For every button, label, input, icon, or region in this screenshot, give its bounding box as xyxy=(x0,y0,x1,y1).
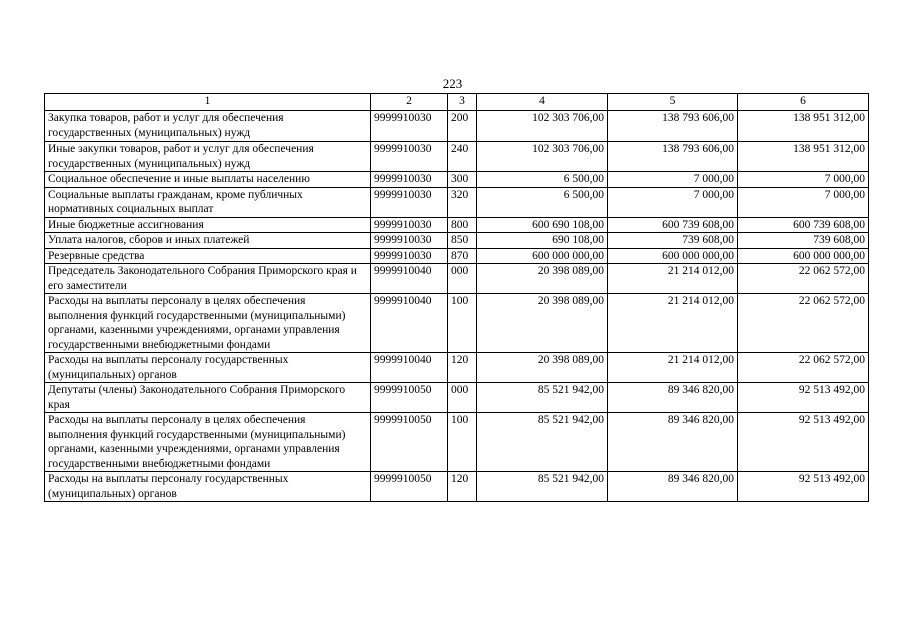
expense-type-cell: 120 xyxy=(448,472,477,502)
table-row xyxy=(45,248,869,264)
expense-name-cell: Председатель Законодательного Собрания Приморского края и его заместители xyxy=(45,264,371,294)
amount-col6-cell: 92 513 492,00 xyxy=(738,472,869,502)
amount-col6-cell: 92 513 492,00 xyxy=(738,383,869,413)
table-row xyxy=(45,111,869,142)
expense-type-cell: 120 xyxy=(448,353,477,383)
target-article-cell: 9999910030 xyxy=(371,111,448,142)
amount-col4-cell: 20 398 089,00 xyxy=(477,294,608,353)
amount-col4-cell: 6 500,00 xyxy=(477,172,608,188)
expense-type-cell: 320 xyxy=(448,187,477,217)
table-row xyxy=(45,142,869,172)
amount-col5-cell: 138 793 606,00 xyxy=(608,111,738,142)
amount-col5-cell: 7 000,00 xyxy=(608,187,738,217)
target-article-cell: 9999910030 xyxy=(371,187,448,217)
target-article-cell: 9999910030 xyxy=(371,217,448,233)
target-article-cell: 9999910050 xyxy=(371,413,448,472)
expense-name-cell: Иные бюджетные ассигнования xyxy=(45,217,371,233)
target-article-cell: 9999910030 xyxy=(371,248,448,264)
column-header: 4 xyxy=(477,94,608,111)
table-row xyxy=(45,187,869,217)
target-article-cell: 9999910040 xyxy=(371,294,448,353)
amount-col5-cell: 21 214 012,00 xyxy=(608,264,738,294)
table-row xyxy=(45,264,869,294)
target-article-cell: 9999910040 xyxy=(371,264,448,294)
expense-type-cell: 870 xyxy=(448,248,477,264)
amount-col6-cell: 138 951 312,00 xyxy=(738,111,869,142)
target-article-cell: 9999910030 xyxy=(371,233,448,249)
expense-type-cell: 300 xyxy=(448,172,477,188)
table-row xyxy=(45,217,869,233)
expense-name-cell: Социальное обеспечение и иные выплаты населению xyxy=(45,172,371,188)
expense-name-cell: Социальные выплаты гражданам, кроме публичных нормативных социальных выплат xyxy=(45,187,371,217)
amount-col4-cell: 85 521 942,00 xyxy=(477,383,608,413)
expense-name-cell: Уплата налогов, сборов и иных платежей xyxy=(45,233,371,249)
amount-col6-cell: 138 951 312,00 xyxy=(738,142,869,172)
amount-col5-cell: 89 346 820,00 xyxy=(608,472,738,502)
amount-col4-cell: 102 303 706,00 xyxy=(477,142,608,172)
expense-type-cell: 850 xyxy=(448,233,477,249)
amount-col4-cell: 102 303 706,00 xyxy=(477,111,608,142)
amount-col5-cell: 21 214 012,00 xyxy=(608,294,738,353)
expense-name-cell: Резервные средства xyxy=(45,248,371,264)
amount-col5-cell: 89 346 820,00 xyxy=(608,383,738,413)
amount-col6-cell: 7 000,00 xyxy=(738,187,869,217)
target-article-cell: 9999910040 xyxy=(371,353,448,383)
amount-col5-cell: 7 000,00 xyxy=(608,172,738,188)
expense-name-cell: Расходы на выплаты персоналу государственных (муниципальных) органов xyxy=(45,472,371,502)
amount-col4-cell: 85 521 942,00 xyxy=(477,472,608,502)
expense-name-cell: Расходы на выплаты персоналу государственных (муниципальных) органов xyxy=(45,353,371,383)
expense-name-cell: Иные закупки товаров, работ и услуг для обеспечения государственных (муниципальных) нужд xyxy=(45,142,371,172)
column-header: 3 xyxy=(448,94,477,111)
budget-table xyxy=(44,93,869,502)
column-header: 5 xyxy=(608,94,738,111)
expense-type-cell: 100 xyxy=(448,294,477,353)
expense-type-cell: 240 xyxy=(448,142,477,172)
amount-col5-cell: 89 346 820,00 xyxy=(608,413,738,472)
target-article-cell: 9999910030 xyxy=(371,142,448,172)
amount-col6-cell: 22 062 572,00 xyxy=(738,294,869,353)
amount-col6-cell: 22 062 572,00 xyxy=(738,264,869,294)
expense-type-cell: 100 xyxy=(448,413,477,472)
expense-type-cell: 200 xyxy=(448,111,477,142)
amount-col5-cell: 739 608,00 xyxy=(608,233,738,249)
amount-col4-cell: 690 108,00 xyxy=(477,233,608,249)
amount-col5-cell: 21 214 012,00 xyxy=(608,353,738,383)
amount-col6-cell: 739 608,00 xyxy=(738,233,869,249)
amount-col5-cell: 600 739 608,00 xyxy=(608,217,738,233)
amount-col4-cell: 600 000 000,00 xyxy=(477,248,608,264)
table-row xyxy=(45,233,869,249)
expense-type-cell: 000 xyxy=(448,383,477,413)
table-row xyxy=(45,294,869,353)
amount-col4-cell: 6 500,00 xyxy=(477,187,608,217)
target-article-cell: 9999910050 xyxy=(371,472,448,502)
amount-col5-cell: 600 000 000,00 xyxy=(608,248,738,264)
amount-col4-cell: 20 398 089,00 xyxy=(477,353,608,383)
table-header-row xyxy=(45,94,869,111)
amount-col5-cell: 138 793 606,00 xyxy=(608,142,738,172)
expense-name-cell: Депутаты (члены) Законодательного Собрания Приморского края xyxy=(45,383,371,413)
table-row xyxy=(45,383,869,413)
amount-col4-cell: 20 398 089,00 xyxy=(477,264,608,294)
expense-type-cell: 000 xyxy=(448,264,477,294)
target-article-cell: 9999910030 xyxy=(371,172,448,188)
amount-col6-cell: 22 062 572,00 xyxy=(738,353,869,383)
table-row xyxy=(45,413,869,472)
amount-col4-cell: 600 690 108,00 xyxy=(477,217,608,233)
amount-col4-cell: 85 521 942,00 xyxy=(477,413,608,472)
expense-type-cell: 800 xyxy=(448,217,477,233)
column-header: 1 xyxy=(45,94,371,111)
column-header: 6 xyxy=(738,94,869,111)
target-article-cell: 9999910050 xyxy=(371,383,448,413)
amount-col6-cell: 92 513 492,00 xyxy=(738,413,869,472)
amount-col6-cell: 7 000,00 xyxy=(738,172,869,188)
expense-name-cell: Расходы на выплаты персоналу в целях обеспечения выполнения функций государственными (муниципальными) органами, казенными учреждениями, органами управления государственными внебюджетными фондами xyxy=(45,413,371,472)
amount-col6-cell: 600 000 000,00 xyxy=(738,248,869,264)
table-row xyxy=(45,353,869,383)
page-number: 223 xyxy=(442,76,463,91)
expense-name-cell: Закупка товаров, работ и услуг для обеспечения государственных (муниципальных) нужд xyxy=(45,111,371,142)
expense-name-cell: Расходы на выплаты персоналу в целях обеспечения выполнения функций государственными (муниципальными) органами, казенными учреждениями, органами управления государственными внебюджетными фондами xyxy=(45,294,371,353)
table-row xyxy=(45,472,869,502)
amount-col6-cell: 600 739 608,00 xyxy=(738,217,869,233)
table-row xyxy=(45,172,869,188)
column-header: 2 xyxy=(371,94,448,111)
